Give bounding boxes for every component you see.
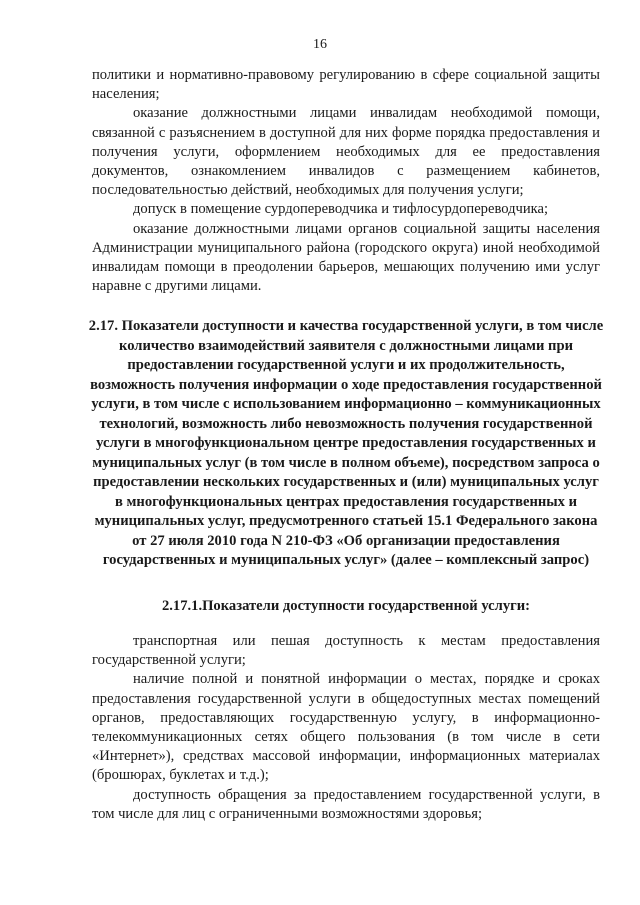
bottom-text-block	[92, 632, 600, 824]
paragraph: допуск в помещение сурдопереводчика и тифлосурдопереводчика;	[133, 201, 549, 218]
top-text-block	[92, 66, 600, 296]
paragraph: доступность обращения за предоставлением государственной услуги, в том числе для лиц с ограниченными возможностями здоровья;	[92, 786, 600, 822]
subsection-heading: 2.17.1.Показатели доступности государственной услуги:	[161, 598, 531, 614]
paragraph: политики и нормативно-правовому регулированию в сфере социальной защиты населения;	[92, 67, 600, 103]
paragraph: оказание должностными лицами инвалидам необходимой помощи, связанной с разъяснением в доступной для них форме порядка предоставления и получения услуги, оформлением необходимых для ее предоставления документов, ознакомлением инвалидов с размещением кабинетов, последовательностью действий, необходимых для получения услуги;	[92, 105, 600, 199]
section-heading: 2.17. Показатели доступности и качества государственной услуги, в том числе количество взаимодействий заявителя с должностными лицами при предоставлении государственной услуги и их продолжительность, возможность получения информации о ходе предоставления государственной услуги, в том числе с использованием информационно – коммуникационных технологий, возможность либо невозможность получения государственной услуги в многофункциональном центре предоставления государственных и муниципальных услуг (в том числе в полном объеме), посредством запроса о предоставлении нескольких государственных и (или) муниципальных услуг в многофункциональных центрах предоставления государственных и муниципальных услуг, предусмотренного статьей 15.1 Федерального закона от 27 июля 2010 года N 210-ФЗ «Об организации предоставления государственных и муниципальных услуг» (далее – комплексный запрос)	[88, 318, 604, 568]
paragraph: наличие полной и понятной информации о местах, порядке и сроках предоставления государственной услуги в общедоступных местах помещений органов, предоставляющих государственную услугу, в информационно-телекоммуникационных сетях общего пользования (в том числе в сети «Интернет»), средствах массовой информации, информационных материалах (брошюрах, буклетах и т.д.);	[92, 671, 600, 784]
paragraph: транспортная или пешая доступность к местам предоставления государственной услуги;	[92, 633, 600, 669]
page-number: 16	[313, 37, 327, 52]
paragraph: оказание должностными лицами органов социальной защиты населения Администрации муниципального района (городского округа) иной необходимой инвалидам помощи в преодолении барьеров, мешающих получению ими услуг наравне с другими лицами.	[92, 220, 600, 295]
